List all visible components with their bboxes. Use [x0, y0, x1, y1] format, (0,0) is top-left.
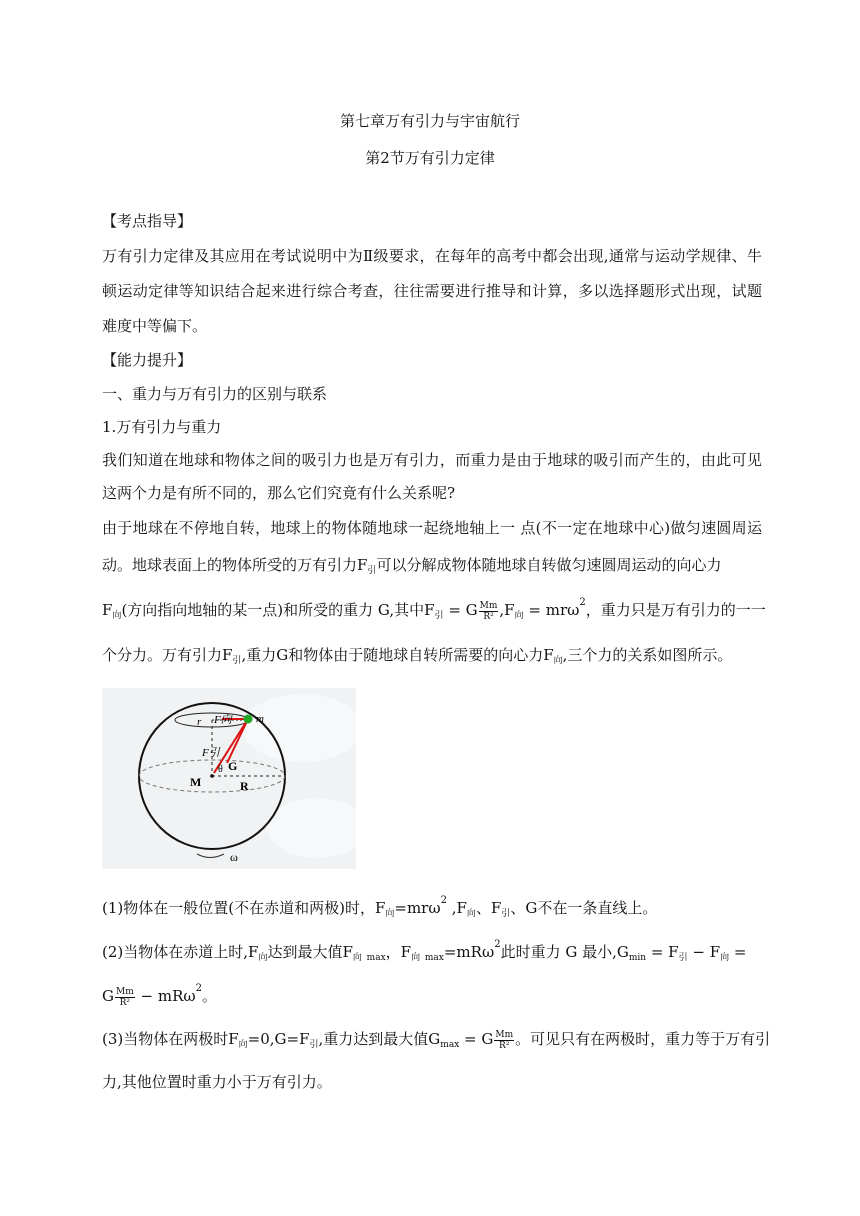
label-F-yin: F引 — [202, 747, 220, 759]
guide-line-3: 难度中等偏下。 — [102, 317, 208, 335]
paragraph-2-line-2: 动。地球表面上的物体所受的万有引力$F_引$可以分解成物体随地球自转做匀速圆周运动的向心力 — [102, 556, 722, 576]
case-2-line-1: (2)当物体在赤道上时$,F_向$达到最大值$F_向$ $_{max}$，$F_向$ $_{max}$=mRω$^2$此时重力 G 最小$,G_{min} = F_引 - F_向$ = — [102, 939, 747, 963]
label-m: m — [256, 713, 264, 725]
case-2-line-2: G $\frac{Mm}{\text{R²}}$ − mRω$^2$。 — [102, 983, 217, 1008]
guide-line-2: 顿运动定律等知识结合起来进行综合考查，往往需要进行推导和计算，多以选择题形式出现，试题 — [102, 282, 762, 300]
object-m-dot — [244, 715, 253, 724]
label-r: r — [197, 716, 202, 728]
case-1: (1)物体在一般位置(不在赤道和两极)时，$F_向=mr\omega^2$ $,F_向$、$F_引$、G不在一条直线上。 — [102, 895, 658, 919]
label-R: R — [240, 779, 249, 793]
paragraph-2-line-1: 由于地球在不停地自转，地球上的物体随地球一起绕地轴上一 点(不一定在地球中心)做匀速圆周运 — [102, 519, 762, 537]
subsection-heading: 1.万有引力与重力 — [102, 418, 222, 436]
label-theta: θ — [218, 764, 223, 775]
guide-line-1: 万有引力定律及其应用在考试说明中为Ⅱ级要求，在每年的高考中都会出现,通常与运动学规律、牛 — [102, 247, 762, 265]
paragraph-1-line-2: 这两个力是有所不同的，那么它们究竟有什么关系呢? — [102, 484, 456, 502]
paragraph-2-line-3: $F_向$(方向指向地轴的某一点)和所受的重力 G,其中$F_引 = G$ $\frac{Mm}{\text{R²}}$ $,F_向 = mr\omega^2$，重力只是万有引力的一一 — [102, 597, 766, 622]
label-F-xiang: F向 — [214, 714, 232, 726]
label-G: G — [228, 759, 238, 773]
fraction-Mm-over-R2: $\frac{Mm}{\text{R²}}$ — [115, 986, 134, 1008]
label-M: M — [190, 775, 202, 789]
part-one-heading: 一、重力与万有引力的区别与联系 — [102, 385, 328, 403]
case-3-line-1: (3)当物体在两极时$F_向=0,G=F_引$,重力达到最大值$G_{max} = G$ $\frac{Mm}{\text{R²}}$ 。可见只有在两极时，重力等于万有引 — [102, 1029, 771, 1051]
earth-force-diagram — [102, 688, 356, 869]
section-title: 第2节万有引力定律 — [365, 149, 495, 167]
fraction-Mm-over-R2: $\frac{Mm}{\text{R²}}$ — [495, 1029, 514, 1051]
label-omega: ω — [230, 850, 238, 864]
ability-heading: 【能力提升】 — [102, 351, 193, 369]
case-3-line-2: 力,其他位置时重力小于万有引力。 — [102, 1073, 332, 1091]
paragraph-1-line-1: 我们知道在地球和物体之间的吸引力也是万有引力，而重力是由于地球的吸引而产生的，由此可见 — [102, 451, 762, 469]
chapter-title: 第七章万有引力与宇宙航行 — [339, 112, 520, 130]
earth-center-dot — [210, 774, 214, 778]
guide-heading: 【考点指导】 — [102, 212, 193, 230]
fraction-Mm-over-R2: $\frac{Mm}{\text{R²}}$ — [479, 600, 498, 622]
paragraph-2-line-4: 个分力。万有引力$F_引$,重力G和物体由于随地球自转所需要的向心力$F_向$,三个力的关系如图所示。 — [102, 646, 733, 666]
